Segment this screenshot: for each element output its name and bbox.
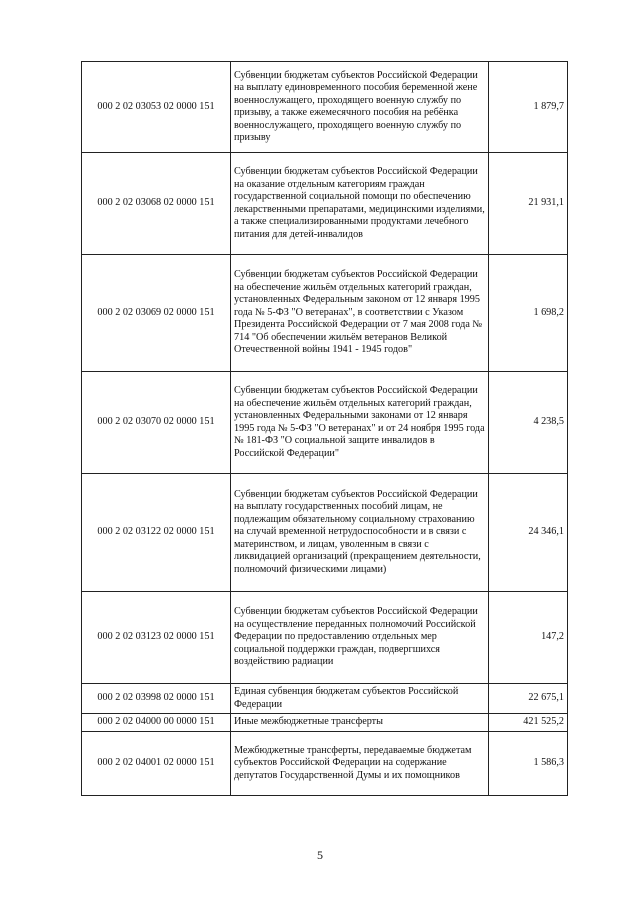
budget-table bbox=[81, 61, 568, 796]
row-description: Субвенции бюджетам субъектов Российской Федерации на обеспечение жильём отдельных категорий граждан, установленных Федеральными законами от 12 января 1995 года № 5-ФЗ "О ветеранах" и от 24 ноября 1995 года № 181-ФЗ "О социальной защите инвалидов в Российской Федерации" bbox=[231, 372, 489, 474]
budget-code: 000 2 02 04001 02 0000 151 bbox=[82, 732, 231, 796]
budget-code: 000 2 02 03123 02 0000 151 bbox=[82, 592, 231, 684]
table-row bbox=[82, 372, 568, 474]
row-description: Иные межбюджетные трансферты bbox=[231, 714, 489, 732]
row-description: Субвенции бюджетам субъектов Российской Федерации на осуществление переданных полномочий Российской Федерации по предоставлению отдельных мер социальной поддержки граждан, подвергшихся воздействию радиации bbox=[231, 592, 489, 684]
row-amount: 1 586,3 bbox=[489, 732, 568, 796]
budget-code: 000 2 02 03069 02 0000 151 bbox=[82, 255, 231, 372]
row-amount: 147,2 bbox=[489, 592, 568, 684]
table-row bbox=[82, 732, 568, 796]
budget-code: 000 2 02 03053 02 0000 151 bbox=[82, 62, 231, 153]
table-row bbox=[82, 592, 568, 684]
row-amount: 4 238,5 bbox=[489, 372, 568, 474]
table-row bbox=[82, 62, 568, 153]
row-amount: 21 931,1 bbox=[489, 153, 568, 255]
row-description: Субвенции бюджетам субъектов Российской Федерации на выплату единовременного пособия беременной жене военнослужащего, проходящего военную службу по призыву, а также ежемесячного пособия на ребёнка военнослужащего, проходящего военную службу по призыву bbox=[231, 62, 489, 153]
page-number: 5 bbox=[317, 848, 323, 862]
table-row bbox=[82, 714, 568, 732]
row-description: Субвенции бюджетам субъектов Российской Федерации на выплату государственных пособий лицам, не подлежащим обязательному социальному страхованию на случай временной нетрудоспособности и в связи с материнством, и лицам, уволенным в связи с ликвидацией организаций (прекращением деятельности, полномочий физическими лицами) bbox=[231, 474, 489, 592]
row-description: Единая субвенция бюджетам субъектов Российской Федерации bbox=[231, 684, 489, 714]
row-description: Субвенции бюджетам субъектов Российской Федерации на обеспечение жильём отдельных категорий граждан, установленных Федеральным законом от 12 января 1995 года № 5-ФЗ "О ветеранах", в соответствии с Указом Президента Российской Федерации от 7 мая 2008 года № 714 "Об обеспечении жильём ветеранов Великой Отечественной войны 1941 - 1945 годов" bbox=[231, 255, 489, 372]
row-amount: 421 525,2 bbox=[489, 714, 568, 732]
table-row bbox=[82, 255, 568, 372]
row-amount: 22 675,1 bbox=[489, 684, 568, 714]
row-amount: 1 698,2 bbox=[489, 255, 568, 372]
budget-code: 000 2 02 03068 02 0000 151 bbox=[82, 153, 231, 255]
table-row bbox=[82, 684, 568, 714]
row-description: Межбюджетные трансферты, передаваемые бюджетам субъектов Российской Федерации на содержание депутатов Государственной Думы и их помощников bbox=[231, 732, 489, 796]
budget-code: 000 2 02 04000 00 0000 151 bbox=[82, 714, 231, 732]
budget-code: 000 2 02 03998 02 0000 151 bbox=[82, 684, 231, 714]
row-amount: 24 346,1 bbox=[489, 474, 568, 592]
table-row bbox=[82, 153, 568, 255]
row-amount: 1 879,7 bbox=[489, 62, 568, 153]
budget-code: 000 2 02 03122 02 0000 151 bbox=[82, 474, 231, 592]
budget-code: 000 2 02 03070 02 0000 151 bbox=[82, 372, 231, 474]
table-row bbox=[82, 474, 568, 592]
row-description: Субвенции бюджетам субъектов Российской Федерации на оказание отдельным категориям граждан государственной социальной помощи по обеспечению лекарственными препаратами, медицинскими изделиями, а также специализированными продуктами лечебного питания для детей-инвалидов bbox=[231, 153, 489, 255]
